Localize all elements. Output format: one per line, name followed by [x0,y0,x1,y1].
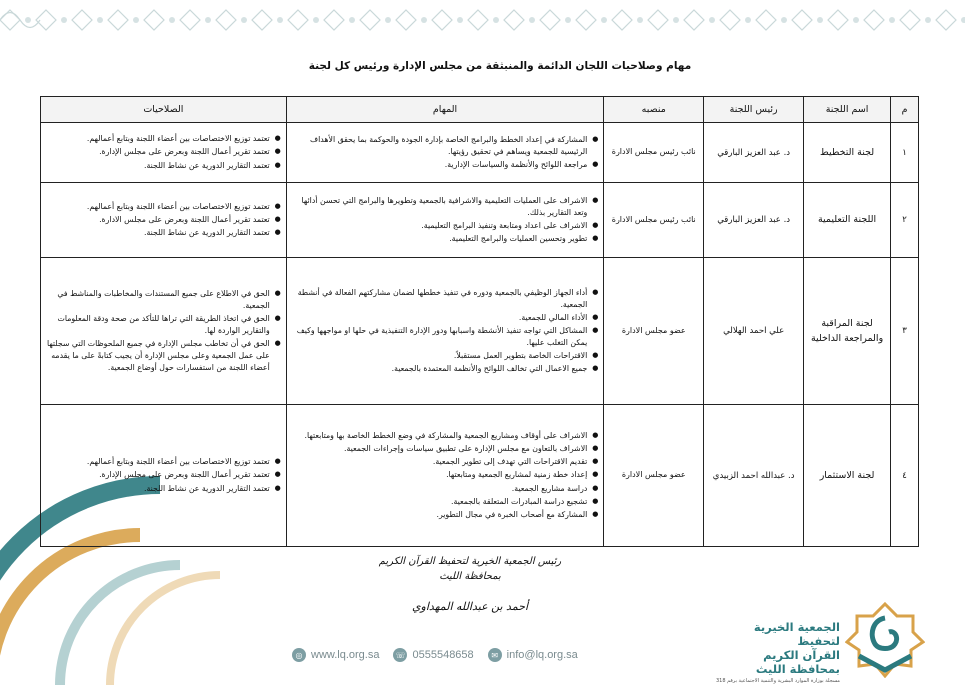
band-motif [396,10,416,30]
band-motif [324,10,344,30]
committee-name: لجنة المراقبة والمراجعة الداخلية [804,258,891,405]
band-dot [241,17,247,23]
row-number: ٤ [891,405,919,547]
row-number: ٣ [891,258,919,405]
band-dot [637,17,643,23]
band-motif [720,10,740,30]
organization-name [710,620,840,684]
powers-cell [41,405,287,547]
list-item: ● تعتمد تقرير أعمال اللجنة وبعرض على مجلس الادارة. [45,214,282,226]
website-text: www.lq.org.sa [311,649,380,661]
powers-list [45,288,282,375]
band-motif [216,10,236,30]
list-item: ● إعداد خطة زمنية لمشاريع الجمعية ومتابعتها. [291,469,600,481]
signature-location: بمحافظة الليث [439,571,501,582]
mail-icon: ✉ [488,648,502,662]
phone-text: 0555548658 [412,649,474,661]
table-row [41,405,919,547]
header-committee: اسم اللجنة [804,97,891,123]
organization-branding [715,598,945,684]
row-number: ٢ [891,183,919,258]
org-name-line1: الجمعية الخيرية لتحفيظ [753,620,840,648]
band-motif [360,10,380,30]
band-dot [709,17,715,23]
band-motif [684,10,704,30]
head-position: نائب رئيس مجلس الادارة [604,183,704,258]
decorative-header-band [0,0,965,40]
committee-head: د. عبدالله احمد الزبيدي [704,405,804,547]
band-motif [936,10,956,30]
band-dot [457,17,463,23]
list-item: ● المشاركة مع أصحاب الخبرة في مجال التطوير. [291,509,600,521]
powers-cell [41,123,287,183]
band-motif [576,10,596,30]
table-row [41,183,919,258]
globe-icon: ◎ [292,648,306,662]
band-motif [468,10,488,30]
signature-block [320,556,620,613]
list-item: ● مراجعة اللوائح والأنظمة والسياسات الإدارية. [291,159,600,171]
list-item: ● الاشراف على أوقاف ومشاريع الجمعية والمشاركة في وضع الخطط الخاصة بها ومتابعتها. [291,430,600,442]
band-dot [169,17,175,23]
band-motif [288,10,308,30]
band-dot [781,17,787,23]
page-title: مهام وصلاحيات اللجان الدائمة والمنبثقة من مجلس الإدارة ورئيس كل لجنة [308,60,692,72]
band-dot [205,17,211,23]
email-contact[interactable] [488,648,578,662]
header-position: منصبه [604,97,704,123]
list-item: ● تعتمد توزيع الاختصاصات بين أعضاء اللجنة وبتابع أعمالهم. [45,456,282,468]
band-dot [565,17,571,23]
tasks-cell [286,183,604,258]
list-item: ● الاشراف على اعداد ومتابعة وتنفيذ البرامج التعليمية. [291,220,600,232]
tasks-list [291,195,600,245]
table-row [41,123,919,183]
committee-name: لجنة الاستثمار [804,405,891,547]
band-dot [25,17,31,23]
list-item: ● دراسة مشاريع الجمعية. [291,483,600,495]
list-item: ● تطوير وتحسين العمليات والبرامج التعليمية. [291,233,600,245]
list-item: ● الحق في اتخاذ الطريقة التي تراها للتأكد من صحة ودقة المعلومات والتقارير الواردة لها. [45,313,282,337]
band-motif [756,10,776,30]
band-motif [648,10,668,30]
head-position: نائب رئيس مجلس الادارة [604,123,704,183]
band-dot [673,17,679,23]
header-tasks: المهام [286,97,604,123]
band-dot [745,17,751,23]
organization-logo [845,598,925,678]
band-motif [828,10,848,30]
powers-list [45,456,282,494]
phone-icon: ☏ [393,648,407,662]
band-motif [72,10,92,30]
committee-head: علي احمد الهلالي [704,258,804,405]
header-head: رئيس اللجنة [704,97,804,123]
org-registration: مسجلة بوزارة الموارد البشرية والتنمية الاجتماعية برقم 318 [715,678,840,684]
band-dot [277,17,283,23]
list-item: ● الاقتراحات الخاصة بتطوير العمل مستقبلاً. [291,350,600,362]
band-dot [601,17,607,23]
committee-head: د. عبد العزيز البارقي [704,183,804,258]
band-dot [817,17,823,23]
table-row [41,258,919,405]
band-motif [432,10,452,30]
tasks-list [291,430,600,521]
tasks-list [291,287,600,376]
tasks-cell [286,405,604,547]
list-item: ● تشجيع دراسة المبادرات المتعلقة بالجمعية. [291,496,600,508]
band-dot [493,17,499,23]
tasks-cell [286,123,604,183]
list-item: ● الأداء المالي للجمعية. [291,312,600,324]
band-dot [961,17,965,23]
head-position: عضو مجلس الادارة [604,258,704,405]
band-motif [180,10,200,30]
band-dot [529,17,535,23]
tasks-cell [286,258,604,405]
band-motif [108,10,128,30]
list-item: ● المشاركة في إعداد الخطط والبرامج الخاصة بإدارة الجودة والحوكمة بما يحقق الأهداف الرئيسية للجمعية ويساهم في تحقيق رؤيتها. [291,134,600,158]
signature-name: أحمد بن عبدالله المهداوي [411,600,529,613]
powers-cell [41,183,287,258]
band-motif [144,10,164,30]
powers-list [45,201,282,239]
header-num: م [891,97,919,123]
tasks-list [291,134,600,171]
committees-table [40,96,919,547]
powers-cell [41,258,287,405]
committee-head: د. عبد العزيز البارقي [704,123,804,183]
band-motif [612,10,632,30]
list-item: ● تعتمد التقارير الدورية عن نشاط اللجنة. [45,227,282,239]
band-motif [792,10,812,30]
band-dot [313,17,319,23]
band-dot [421,17,427,23]
list-item: ● تعتمد توزيع الاختصاصات بين أعضاء اللجنة وبتابع أعمالهم. [45,201,282,213]
band-motif [252,10,272,30]
band-dot [133,17,139,23]
band-dot [853,17,859,23]
list-item: ● جميع الاعمال التي تخالف اللوائح والأنظمة المعتمدة بالجمعية. [291,363,600,375]
list-item: ● تعتمد التقارير الدورية عن نشاط اللجنة. [45,483,282,495]
band-dot [349,17,355,23]
list-item: ● الاشراف على العمليات التعليمية والاشرافية بالجمعية وتطويرها والبرامج التي تحسن أدائها وتعد التقارير بذلك. [291,195,600,219]
list-item: ● الحق في أن تخاطب مجلس الإدارة في جميع الملحوظات التي سجلتها على عمل الجمعية وعلى مجلس الإدارة أن يجيب كتابةً على ما يقدمه أعضاء اللجنة من استفسارات حول أوضاع الجمعية. [45,338,282,374]
row-number: ١ [891,123,919,183]
list-item: ● تقديم الاقتراحات التي تهدف إلى تطوير الجمعية. [291,456,600,468]
band-dot [385,17,391,23]
list-item: ● المشاكل التي تواجه تنفيذ الأنشطة واسبابها ودور الإدارة التنفيذية في حلها او مواجهها وكيف يمكن التغلب عليها. [291,325,600,349]
band-motif [900,10,920,30]
email-text: info@lq.org.sa [506,649,578,661]
head-position: عضو مجلس الادارة [604,405,704,547]
list-item: ● أداء الجهاز الوظيفي بالجمعية ودوره في تنفيذ خططها لضمان مشاركتهم الفعالة في أنشطة الجمعية. [291,287,600,311]
committee-name: اللجنة التعليمية [804,183,891,258]
band-motif [36,10,56,30]
band-dot [97,17,103,23]
powers-list [45,133,282,171]
phone-contact[interactable] [393,648,473,662]
band-dot [925,17,931,23]
list-item: ● تعتمد تقرير أعمال اللجنة وبعرض على مجلس الإدارة. [45,146,282,158]
signature-title: رئيس الجمعية الخيرية لتحفيظ القرآن الكريم [378,556,562,567]
org-name-line2: القرآن الكريم بمحافظة الليث [755,648,840,676]
contact-bar [292,648,578,662]
band-dot [61,17,67,23]
band-motif [540,10,560,30]
list-item: ● تعتمد تقرير أعمال اللجنة وبعرض على مجلس الإدارة. [45,469,282,481]
list-item: ● تعتمد التقارير الدورية عن نشاط اللجنة. [45,160,282,172]
band-motif [504,10,524,30]
list-item: ● الحق في الاطلاع على جميع المستندات والمخاطبات والمناشط في الجمعية. [45,288,282,312]
header-powers: الصلاحيات [41,97,287,123]
list-item: ● الاشراف بالتعاون مع مجلس الإدارة على تطبيق سياسات وإجراءات الجمعية. [291,443,600,455]
committee-name: لجنة التخطيط [804,123,891,183]
website-contact[interactable] [292,648,379,662]
table-header-row [41,97,919,123]
band-motif [864,10,884,30]
list-item: ● تعتمد توزيع الاختصاصات بين أعضاء اللجنة وبتابع أعمالهم. [45,133,282,145]
band-dot [889,17,895,23]
